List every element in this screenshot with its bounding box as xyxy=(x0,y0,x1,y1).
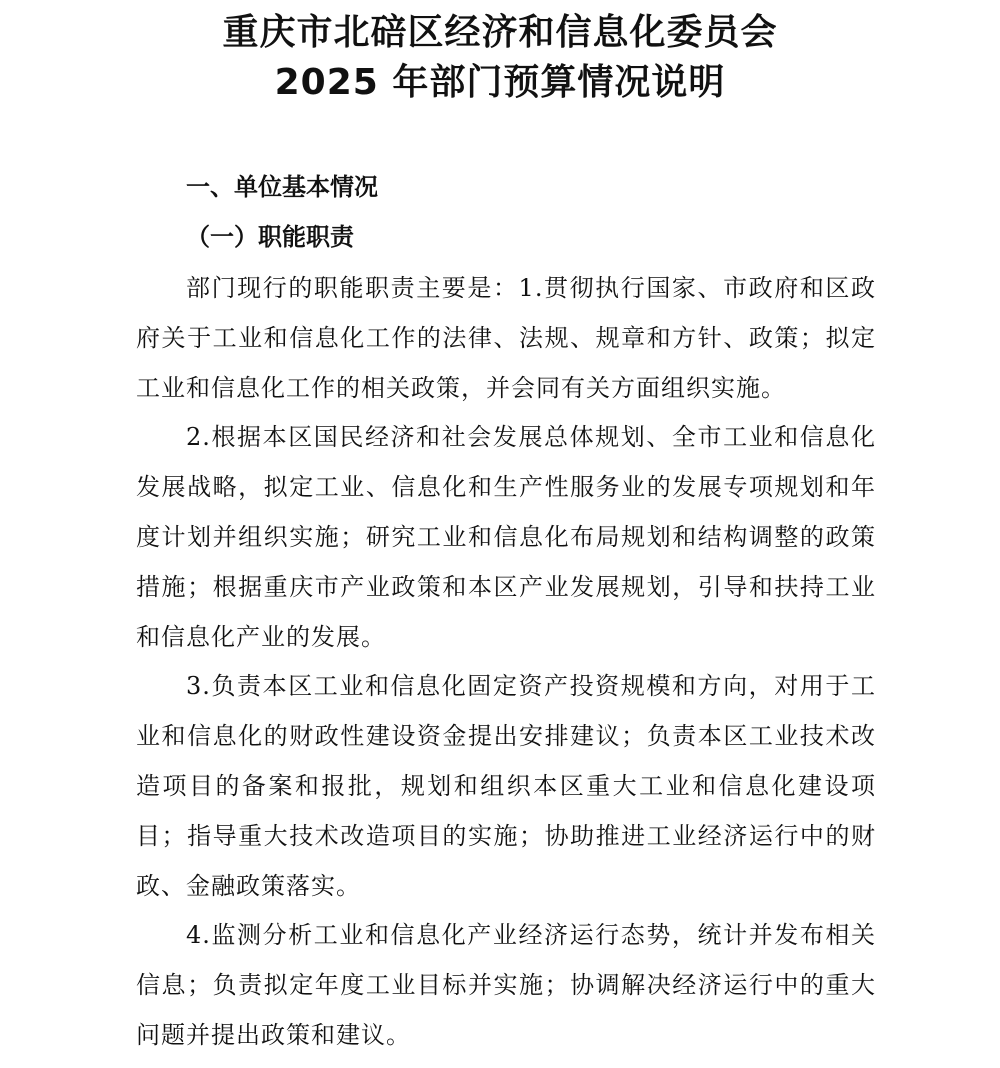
document-title-line2: 2025 年部门预算情况说明 xyxy=(274,62,726,103)
paragraph-2: 2.根据本区国民经济和社会发展总体规划、全市工业和信息化发展战略，拟定工业、信息化和生产性服务业的发展专项规划和年度计划并组织实施；研究工业和信息化布局规划和结构调整的政策措施；根据重庆市产业政策和本区产业发展规划，引导和扶持工业和信息化产业的发展。 xyxy=(136,423,876,651)
paragraph-4: 4.监测分析工业和信息化产业经济运行态势，统计并发布相关信息；负责拟定年度工业目标并实施；协调解决经济运行中的重大问题并提出政策和建议。 xyxy=(136,921,876,1049)
subsection-heading-functions: （一）职能职责 xyxy=(186,222,354,251)
paragraph-3: 3.负责本区工业和信息化固定资产投资规模和方向，对用于工业和信息化的财政性建设资金提出安排建议；负责本区工业技术改造项目的备案和报批，规划和组织本区重大工业和信息化建设项目；指导重大技术改造项目的实施；协助推进工业经济运行中的财政、金融政策落实。 xyxy=(136,672,876,900)
document-title-line1: 重庆市北碚区经济和信息化委员会 xyxy=(222,12,778,53)
section-heading-basic-info: 一、单位基本情况 xyxy=(186,173,378,201)
paragraph-1: 部门现行的职能职责主要是：1.贯彻执行国家、市政府和区政府关于工业和信息化工作的法律、法规、规章和方针、政策；拟定工业和信息化工作的相关政策，并会同有关方面组织实施。 xyxy=(136,274,876,402)
